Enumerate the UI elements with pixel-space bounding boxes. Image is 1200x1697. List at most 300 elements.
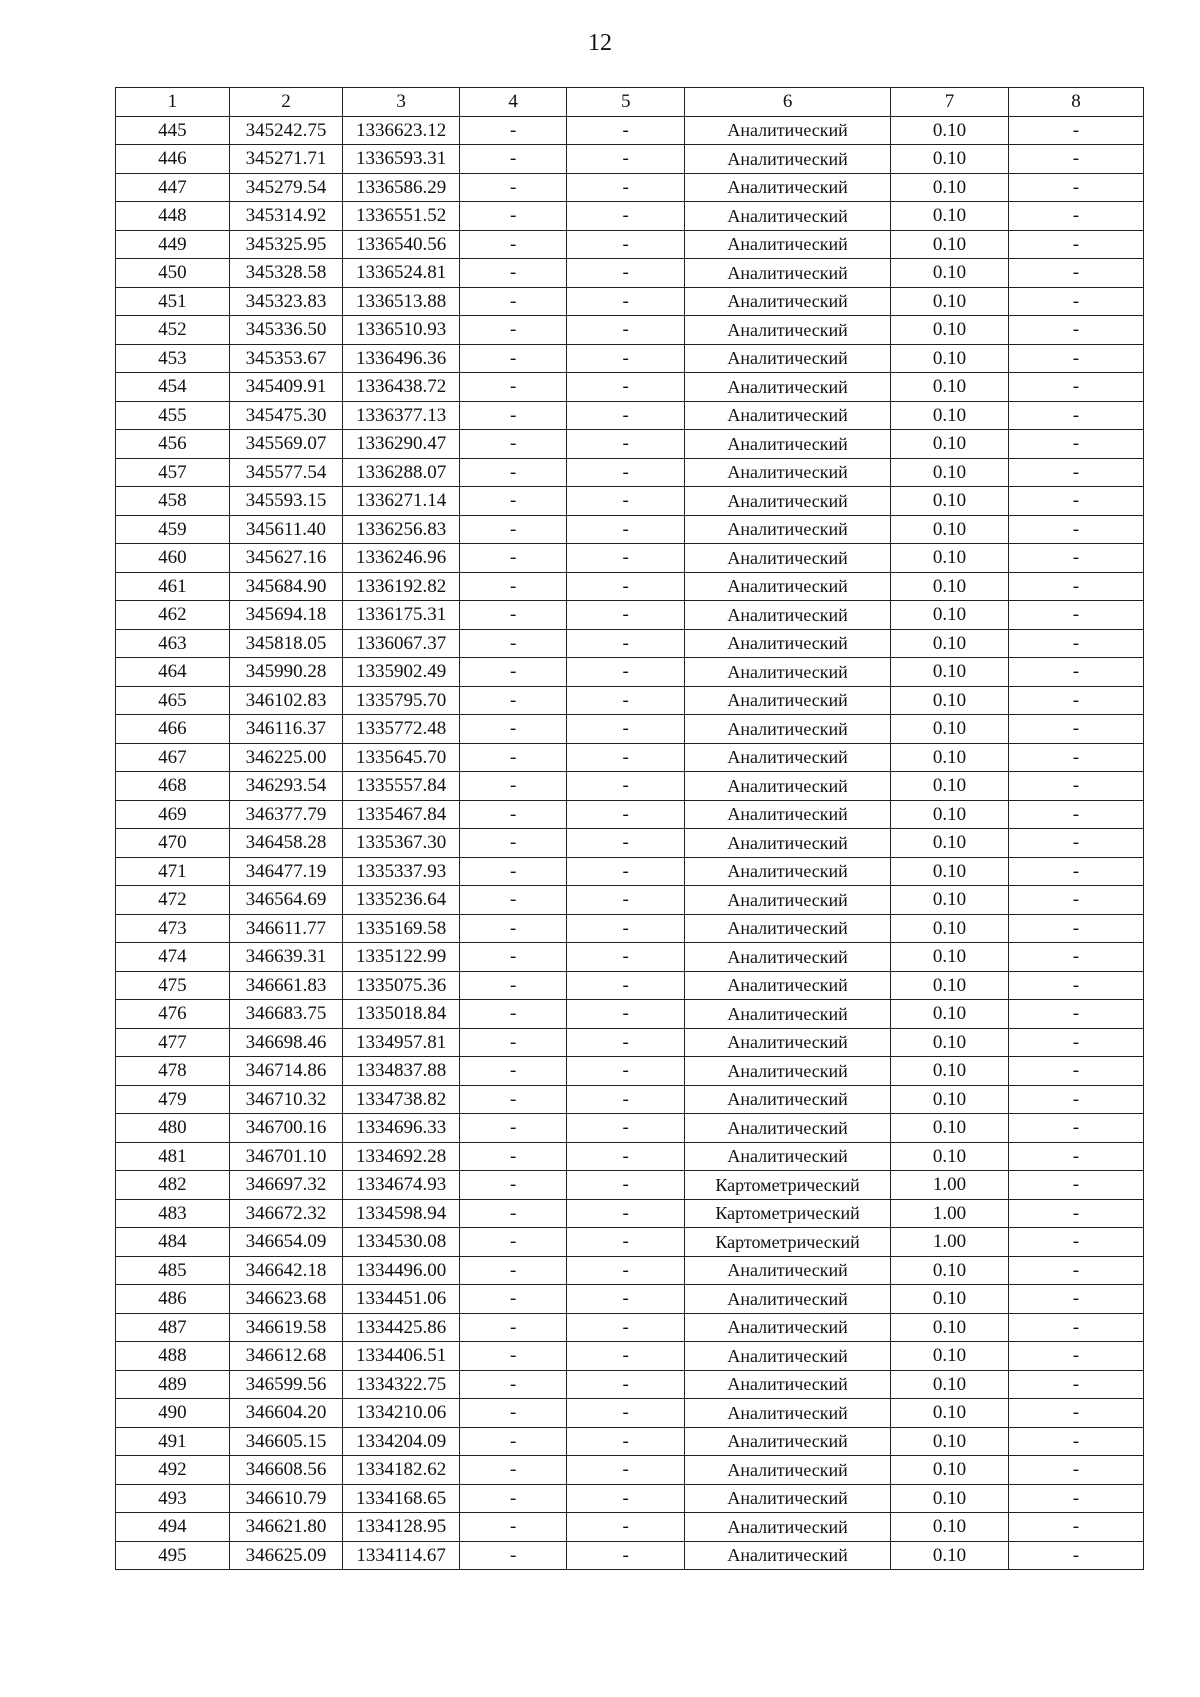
method-cell: Аналитический <box>685 857 891 886</box>
point-number-cell: 456 <box>116 430 230 459</box>
point-number-cell: 448 <box>116 202 230 231</box>
x-coordinate-cell: 346564.69 <box>229 886 343 915</box>
table-row <box>116 373 1144 402</box>
table-row <box>116 1057 1144 1086</box>
accuracy-cell: 0.10 <box>890 1285 1008 1314</box>
point-number-cell: 493 <box>116 1484 230 1513</box>
col8-cell: - <box>1008 173 1143 202</box>
col8-cell: - <box>1008 971 1143 1000</box>
x-coordinate-cell: 346639.31 <box>229 943 343 972</box>
accuracy-cell: 0.10 <box>890 829 1008 858</box>
accuracy-cell: 0.10 <box>890 1085 1008 1114</box>
col5-cell: - <box>567 886 685 915</box>
accuracy-cell: 0.10 <box>890 1114 1008 1143</box>
method-cell: Аналитический <box>685 1114 891 1143</box>
col8-cell: - <box>1008 1427 1143 1456</box>
x-coordinate-cell: 346710.32 <box>229 1085 343 1114</box>
col5-cell: - <box>567 544 685 573</box>
x-coordinate-cell: 345818.05 <box>229 629 343 658</box>
x-coordinate-cell: 345990.28 <box>229 658 343 687</box>
table-row <box>116 971 1144 1000</box>
col8-cell: - <box>1008 1028 1143 1057</box>
col4-cell: - <box>460 458 567 487</box>
x-coordinate-cell: 346116.37 <box>229 715 343 744</box>
accuracy-cell: 0.10 <box>890 373 1008 402</box>
col8-cell: - <box>1008 487 1143 516</box>
y-coordinate-cell: 1336377.13 <box>343 401 460 430</box>
method-cell: Картометрический <box>685 1171 891 1200</box>
x-coordinate-cell: 345627.16 <box>229 544 343 573</box>
point-number-cell: 482 <box>116 1171 230 1200</box>
accuracy-cell: 0.10 <box>890 772 1008 801</box>
method-cell: Аналитический <box>685 1028 891 1057</box>
col4-cell: - <box>460 772 567 801</box>
y-coordinate-cell: 1334210.06 <box>343 1399 460 1428</box>
col5-cell: - <box>567 686 685 715</box>
col5-cell: - <box>567 1427 685 1456</box>
y-coordinate-cell: 1336540.56 <box>343 230 460 259</box>
col4-cell: - <box>460 686 567 715</box>
method-cell: Аналитический <box>685 287 891 316</box>
col8-cell: - <box>1008 1342 1143 1371</box>
col4-cell: - <box>460 943 567 972</box>
col8-cell: - <box>1008 772 1143 801</box>
x-coordinate-cell: 346654.09 <box>229 1228 343 1257</box>
col5-cell: - <box>567 743 685 772</box>
x-coordinate-cell: 345279.54 <box>229 173 343 202</box>
x-coordinate-cell: 346623.68 <box>229 1285 343 1314</box>
x-coordinate-cell: 346672.32 <box>229 1199 343 1228</box>
point-number-cell: 483 <box>116 1199 230 1228</box>
col5-cell: - <box>567 1456 685 1485</box>
y-coordinate-cell: 1336271.14 <box>343 487 460 516</box>
method-cell: Аналитический <box>685 173 891 202</box>
table-row <box>116 401 1144 430</box>
point-number-cell: 484 <box>116 1228 230 1257</box>
col5-cell: - <box>567 1541 685 1570</box>
table-row <box>116 458 1144 487</box>
y-coordinate-cell: 1335018.84 <box>343 1000 460 1029</box>
accuracy-cell: 0.10 <box>890 1256 1008 1285</box>
y-coordinate-cell: 1336623.12 <box>343 116 460 145</box>
col4-cell: - <box>460 344 567 373</box>
accuracy-cell: 0.10 <box>890 943 1008 972</box>
col4-cell: - <box>460 430 567 459</box>
x-coordinate-cell: 346701.10 <box>229 1142 343 1171</box>
x-coordinate-cell: 346619.58 <box>229 1313 343 1342</box>
col4-cell: - <box>460 1313 567 1342</box>
table-row <box>116 116 1144 145</box>
coordinates-table <box>115 87 1144 1570</box>
col5-cell: - <box>567 1114 685 1143</box>
col8-cell: - <box>1008 430 1143 459</box>
point-number-cell: 463 <box>116 629 230 658</box>
x-coordinate-cell: 345314.92 <box>229 202 343 231</box>
col4-cell: - <box>460 1000 567 1029</box>
table-row <box>116 1142 1144 1171</box>
x-coordinate-cell: 346458.28 <box>229 829 343 858</box>
accuracy-cell: 0.10 <box>890 1142 1008 1171</box>
method-cell: Аналитический <box>685 1399 891 1428</box>
point-number-cell: 455 <box>116 401 230 430</box>
col4-cell: - <box>460 173 567 202</box>
x-coordinate-cell: 346714.86 <box>229 1057 343 1086</box>
point-number-cell: 449 <box>116 230 230 259</box>
x-coordinate-cell: 346599.56 <box>229 1370 343 1399</box>
method-cell: Аналитический <box>685 943 891 972</box>
col4-cell: - <box>460 658 567 687</box>
col5-cell: - <box>567 1228 685 1257</box>
table-row <box>116 1513 1144 1542</box>
table-row <box>116 1313 1144 1342</box>
col4-cell: - <box>460 202 567 231</box>
col5-cell: - <box>567 572 685 601</box>
accuracy-cell: 0.10 <box>890 1370 1008 1399</box>
col5-cell: - <box>567 1399 685 1428</box>
col4-cell: - <box>460 515 567 544</box>
accuracy-cell: 0.10 <box>890 743 1008 772</box>
col5-cell: - <box>567 800 685 829</box>
col8-cell: - <box>1008 515 1143 544</box>
y-coordinate-cell: 1336496.36 <box>343 344 460 373</box>
col8-cell: - <box>1008 743 1143 772</box>
col4-cell: - <box>460 1285 567 1314</box>
y-coordinate-cell: 1335236.64 <box>343 886 460 915</box>
method-cell: Аналитический <box>685 202 891 231</box>
accuracy-cell: 1.00 <box>890 1228 1008 1257</box>
accuracy-cell: 0.10 <box>890 259 1008 288</box>
col8-cell: - <box>1008 943 1143 972</box>
method-cell: Аналитический <box>685 230 891 259</box>
table-row <box>116 1285 1144 1314</box>
point-number-cell: 451 <box>116 287 230 316</box>
accuracy-cell: 0.10 <box>890 886 1008 915</box>
col5-cell: - <box>567 230 685 259</box>
y-coordinate-cell: 1336256.83 <box>343 515 460 544</box>
accuracy-cell: 0.10 <box>890 971 1008 1000</box>
point-number-cell: 461 <box>116 572 230 601</box>
point-number-cell: 477 <box>116 1028 230 1057</box>
col8-cell: - <box>1008 373 1143 402</box>
point-number-cell: 457 <box>116 458 230 487</box>
table-row <box>116 772 1144 801</box>
point-number-cell: 475 <box>116 971 230 1000</box>
table-row <box>116 743 1144 772</box>
point-number-cell: 472 <box>116 886 230 915</box>
method-cell: Аналитический <box>685 1484 891 1513</box>
col5-cell: - <box>567 857 685 886</box>
point-number-cell: 458 <box>116 487 230 516</box>
point-number-cell: 479 <box>116 1085 230 1114</box>
table-body <box>116 116 1144 1570</box>
y-coordinate-cell: 1335557.84 <box>343 772 460 801</box>
point-number-cell: 469 <box>116 800 230 829</box>
method-cell: Аналитический <box>685 829 891 858</box>
method-cell: Аналитический <box>685 1057 891 1086</box>
method-cell: Аналитический <box>685 800 891 829</box>
table-header-row <box>116 88 1144 117</box>
x-coordinate-cell: 345694.18 <box>229 601 343 630</box>
col4-cell: - <box>460 1171 567 1200</box>
col5-cell: - <box>567 715 685 744</box>
method-cell: Аналитический <box>685 1342 891 1371</box>
table-row <box>116 715 1144 744</box>
col5-cell: - <box>567 1085 685 1114</box>
x-coordinate-cell: 346621.80 <box>229 1513 343 1542</box>
col5-cell: - <box>567 1513 685 1542</box>
col8-cell: - <box>1008 458 1143 487</box>
point-number-cell: 474 <box>116 943 230 972</box>
y-coordinate-cell: 1336524.81 <box>343 259 460 288</box>
table-row <box>116 1342 1144 1371</box>
col5-cell: - <box>567 629 685 658</box>
point-number-cell: 480 <box>116 1114 230 1143</box>
col8-cell: - <box>1008 401 1143 430</box>
y-coordinate-cell: 1336175.31 <box>343 601 460 630</box>
col8-cell: - <box>1008 914 1143 943</box>
x-coordinate-cell: 346610.79 <box>229 1484 343 1513</box>
x-coordinate-cell: 345684.90 <box>229 572 343 601</box>
accuracy-cell: 0.10 <box>890 914 1008 943</box>
col8-cell: - <box>1008 1228 1143 1257</box>
col5-cell: - <box>567 287 685 316</box>
x-coordinate-cell: 346605.15 <box>229 1427 343 1456</box>
point-number-cell: 473 <box>116 914 230 943</box>
table-row <box>116 1114 1144 1143</box>
x-coordinate-cell: 345409.91 <box>229 373 343 402</box>
col4-cell: - <box>460 572 567 601</box>
col4-cell: - <box>460 629 567 658</box>
col4-cell: - <box>460 401 567 430</box>
accuracy-cell: 0.10 <box>890 287 1008 316</box>
method-cell: Аналитический <box>685 971 891 1000</box>
accuracy-cell: 0.10 <box>890 173 1008 202</box>
point-number-cell: 467 <box>116 743 230 772</box>
table-row <box>116 1028 1144 1057</box>
table-row <box>116 658 1144 687</box>
accuracy-cell: 0.10 <box>890 544 1008 573</box>
point-number-cell: 453 <box>116 344 230 373</box>
y-coordinate-cell: 1335902.49 <box>343 658 460 687</box>
point-number-cell: 481 <box>116 1142 230 1171</box>
table-row <box>116 800 1144 829</box>
y-coordinate-cell: 1336290.47 <box>343 430 460 459</box>
col5-cell: - <box>567 1370 685 1399</box>
col4-cell: - <box>460 1256 567 1285</box>
col8-cell: - <box>1008 1285 1143 1314</box>
x-coordinate-cell: 345325.95 <box>229 230 343 259</box>
x-coordinate-cell: 346102.83 <box>229 686 343 715</box>
col4-cell: - <box>460 800 567 829</box>
col8-cell: - <box>1008 1142 1143 1171</box>
col5-cell: - <box>567 316 685 345</box>
x-coordinate-cell: 346683.75 <box>229 1000 343 1029</box>
col4-cell: - <box>460 1199 567 1228</box>
col8-cell: - <box>1008 259 1143 288</box>
y-coordinate-cell: 1336288.07 <box>343 458 460 487</box>
accuracy-cell: 0.10 <box>890 1313 1008 1342</box>
method-cell: Аналитический <box>685 458 891 487</box>
table-row <box>116 316 1144 345</box>
column-header: 7 <box>890 88 1008 117</box>
col5-cell: - <box>567 487 685 516</box>
accuracy-cell: 0.10 <box>890 658 1008 687</box>
table-row <box>116 943 1144 972</box>
col4-cell: - <box>460 886 567 915</box>
col4-cell: - <box>460 544 567 573</box>
col8-cell: - <box>1008 1000 1143 1029</box>
col4-cell: - <box>460 857 567 886</box>
table-row <box>116 629 1144 658</box>
accuracy-cell: 0.10 <box>890 1399 1008 1428</box>
col5-cell: - <box>567 1142 685 1171</box>
col4-cell: - <box>460 116 567 145</box>
col8-cell: - <box>1008 1484 1143 1513</box>
point-number-cell: 454 <box>116 373 230 402</box>
col4-cell: - <box>460 1114 567 1143</box>
point-number-cell: 447 <box>116 173 230 202</box>
col4-cell: - <box>460 259 567 288</box>
accuracy-cell: 0.10 <box>890 1057 1008 1086</box>
col5-cell: - <box>567 772 685 801</box>
method-cell: Аналитический <box>685 373 891 402</box>
x-coordinate-cell: 346604.20 <box>229 1399 343 1428</box>
table-row <box>116 515 1144 544</box>
method-cell: Аналитический <box>685 1541 891 1570</box>
y-coordinate-cell: 1335122.99 <box>343 943 460 972</box>
table-row <box>116 230 1144 259</box>
table-row <box>116 914 1144 943</box>
col8-cell: - <box>1008 344 1143 373</box>
method-cell: Аналитический <box>685 487 891 516</box>
y-coordinate-cell: 1334128.95 <box>343 1513 460 1542</box>
y-coordinate-cell: 1334406.51 <box>343 1342 460 1371</box>
table-row <box>116 1484 1144 1513</box>
col5-cell: - <box>567 259 685 288</box>
method-cell: Аналитический <box>685 430 891 459</box>
col8-cell: - <box>1008 230 1143 259</box>
method-cell: Аналитический <box>685 544 891 573</box>
accuracy-cell: 0.10 <box>890 686 1008 715</box>
x-coordinate-cell: 346608.56 <box>229 1456 343 1485</box>
method-cell: Аналитический <box>685 743 891 772</box>
y-coordinate-cell: 1334674.93 <box>343 1171 460 1200</box>
y-coordinate-cell: 1336192.82 <box>343 572 460 601</box>
method-cell: Аналитический <box>685 1085 891 1114</box>
method-cell: Аналитический <box>685 886 891 915</box>
point-number-cell: 471 <box>116 857 230 886</box>
table-row <box>116 1541 1144 1570</box>
table-row <box>116 430 1144 459</box>
accuracy-cell: 0.10 <box>890 515 1008 544</box>
accuracy-cell: 0.10 <box>890 1513 1008 1542</box>
x-coordinate-cell: 345475.30 <box>229 401 343 430</box>
y-coordinate-cell: 1334837.88 <box>343 1057 460 1086</box>
y-coordinate-cell: 1336586.29 <box>343 173 460 202</box>
point-number-cell: 487 <box>116 1313 230 1342</box>
column-header: 6 <box>685 88 891 117</box>
point-number-cell: 495 <box>116 1541 230 1570</box>
col8-cell: - <box>1008 316 1143 345</box>
col8-cell: - <box>1008 715 1143 744</box>
method-cell: Аналитический <box>685 686 891 715</box>
col5-cell: - <box>567 1484 685 1513</box>
point-number-cell: 490 <box>116 1399 230 1428</box>
point-number-cell: 492 <box>116 1456 230 1485</box>
accuracy-cell: 0.10 <box>890 601 1008 630</box>
table-row <box>116 145 1144 174</box>
col4-cell: - <box>460 316 567 345</box>
table-row <box>116 1256 1144 1285</box>
method-cell: Аналитический <box>685 145 891 174</box>
col4-cell: - <box>460 829 567 858</box>
point-number-cell: 464 <box>116 658 230 687</box>
x-coordinate-cell: 345271.71 <box>229 145 343 174</box>
method-cell: Аналитический <box>685 715 891 744</box>
table-row <box>116 202 1144 231</box>
point-number-cell: 465 <box>116 686 230 715</box>
y-coordinate-cell: 1334598.94 <box>343 1199 460 1228</box>
col5-cell: - <box>567 344 685 373</box>
y-coordinate-cell: 1336438.72 <box>343 373 460 402</box>
point-number-cell: 445 <box>116 116 230 145</box>
y-coordinate-cell: 1334322.75 <box>343 1370 460 1399</box>
col8-cell: - <box>1008 686 1143 715</box>
y-coordinate-cell: 1336513.88 <box>343 287 460 316</box>
col8-cell: - <box>1008 1057 1143 1086</box>
table-row <box>116 487 1144 516</box>
point-number-cell: 446 <box>116 145 230 174</box>
col4-cell: - <box>460 1142 567 1171</box>
y-coordinate-cell: 1334182.62 <box>343 1456 460 1485</box>
col5-cell: - <box>567 373 685 402</box>
method-cell: Аналитический <box>685 772 891 801</box>
col5-cell: - <box>567 1256 685 1285</box>
col4-cell: - <box>460 487 567 516</box>
col8-cell: - <box>1008 1114 1143 1143</box>
col4-cell: - <box>460 1342 567 1371</box>
accuracy-cell: 0.10 <box>890 572 1008 601</box>
col5-cell: - <box>567 458 685 487</box>
col5-cell: - <box>567 971 685 1000</box>
y-coordinate-cell: 1334496.00 <box>343 1256 460 1285</box>
column-header: 5 <box>567 88 685 117</box>
y-coordinate-cell: 1334692.28 <box>343 1142 460 1171</box>
col4-cell: - <box>460 145 567 174</box>
col4-cell: - <box>460 373 567 402</box>
method-cell: Аналитический <box>685 1000 891 1029</box>
x-coordinate-cell: 345323.83 <box>229 287 343 316</box>
point-number-cell: 485 <box>116 1256 230 1285</box>
col4-cell: - <box>460 1028 567 1057</box>
accuracy-cell: 0.10 <box>890 1427 1008 1456</box>
y-coordinate-cell: 1336510.93 <box>343 316 460 345</box>
col5-cell: - <box>567 1028 685 1057</box>
accuracy-cell: 0.10 <box>890 1342 1008 1371</box>
accuracy-cell: 0.10 <box>890 202 1008 231</box>
point-number-cell: 459 <box>116 515 230 544</box>
col8-cell: - <box>1008 1171 1143 1200</box>
method-cell: Аналитический <box>685 116 891 145</box>
method-cell: Аналитический <box>685 1142 891 1171</box>
col8-cell: - <box>1008 116 1143 145</box>
col8-cell: - <box>1008 1513 1143 1542</box>
method-cell: Аналитический <box>685 1513 891 1542</box>
table-row <box>116 1199 1144 1228</box>
x-coordinate-cell: 345569.07 <box>229 430 343 459</box>
col4-cell: - <box>460 1484 567 1513</box>
col8-cell: - <box>1008 1399 1143 1428</box>
